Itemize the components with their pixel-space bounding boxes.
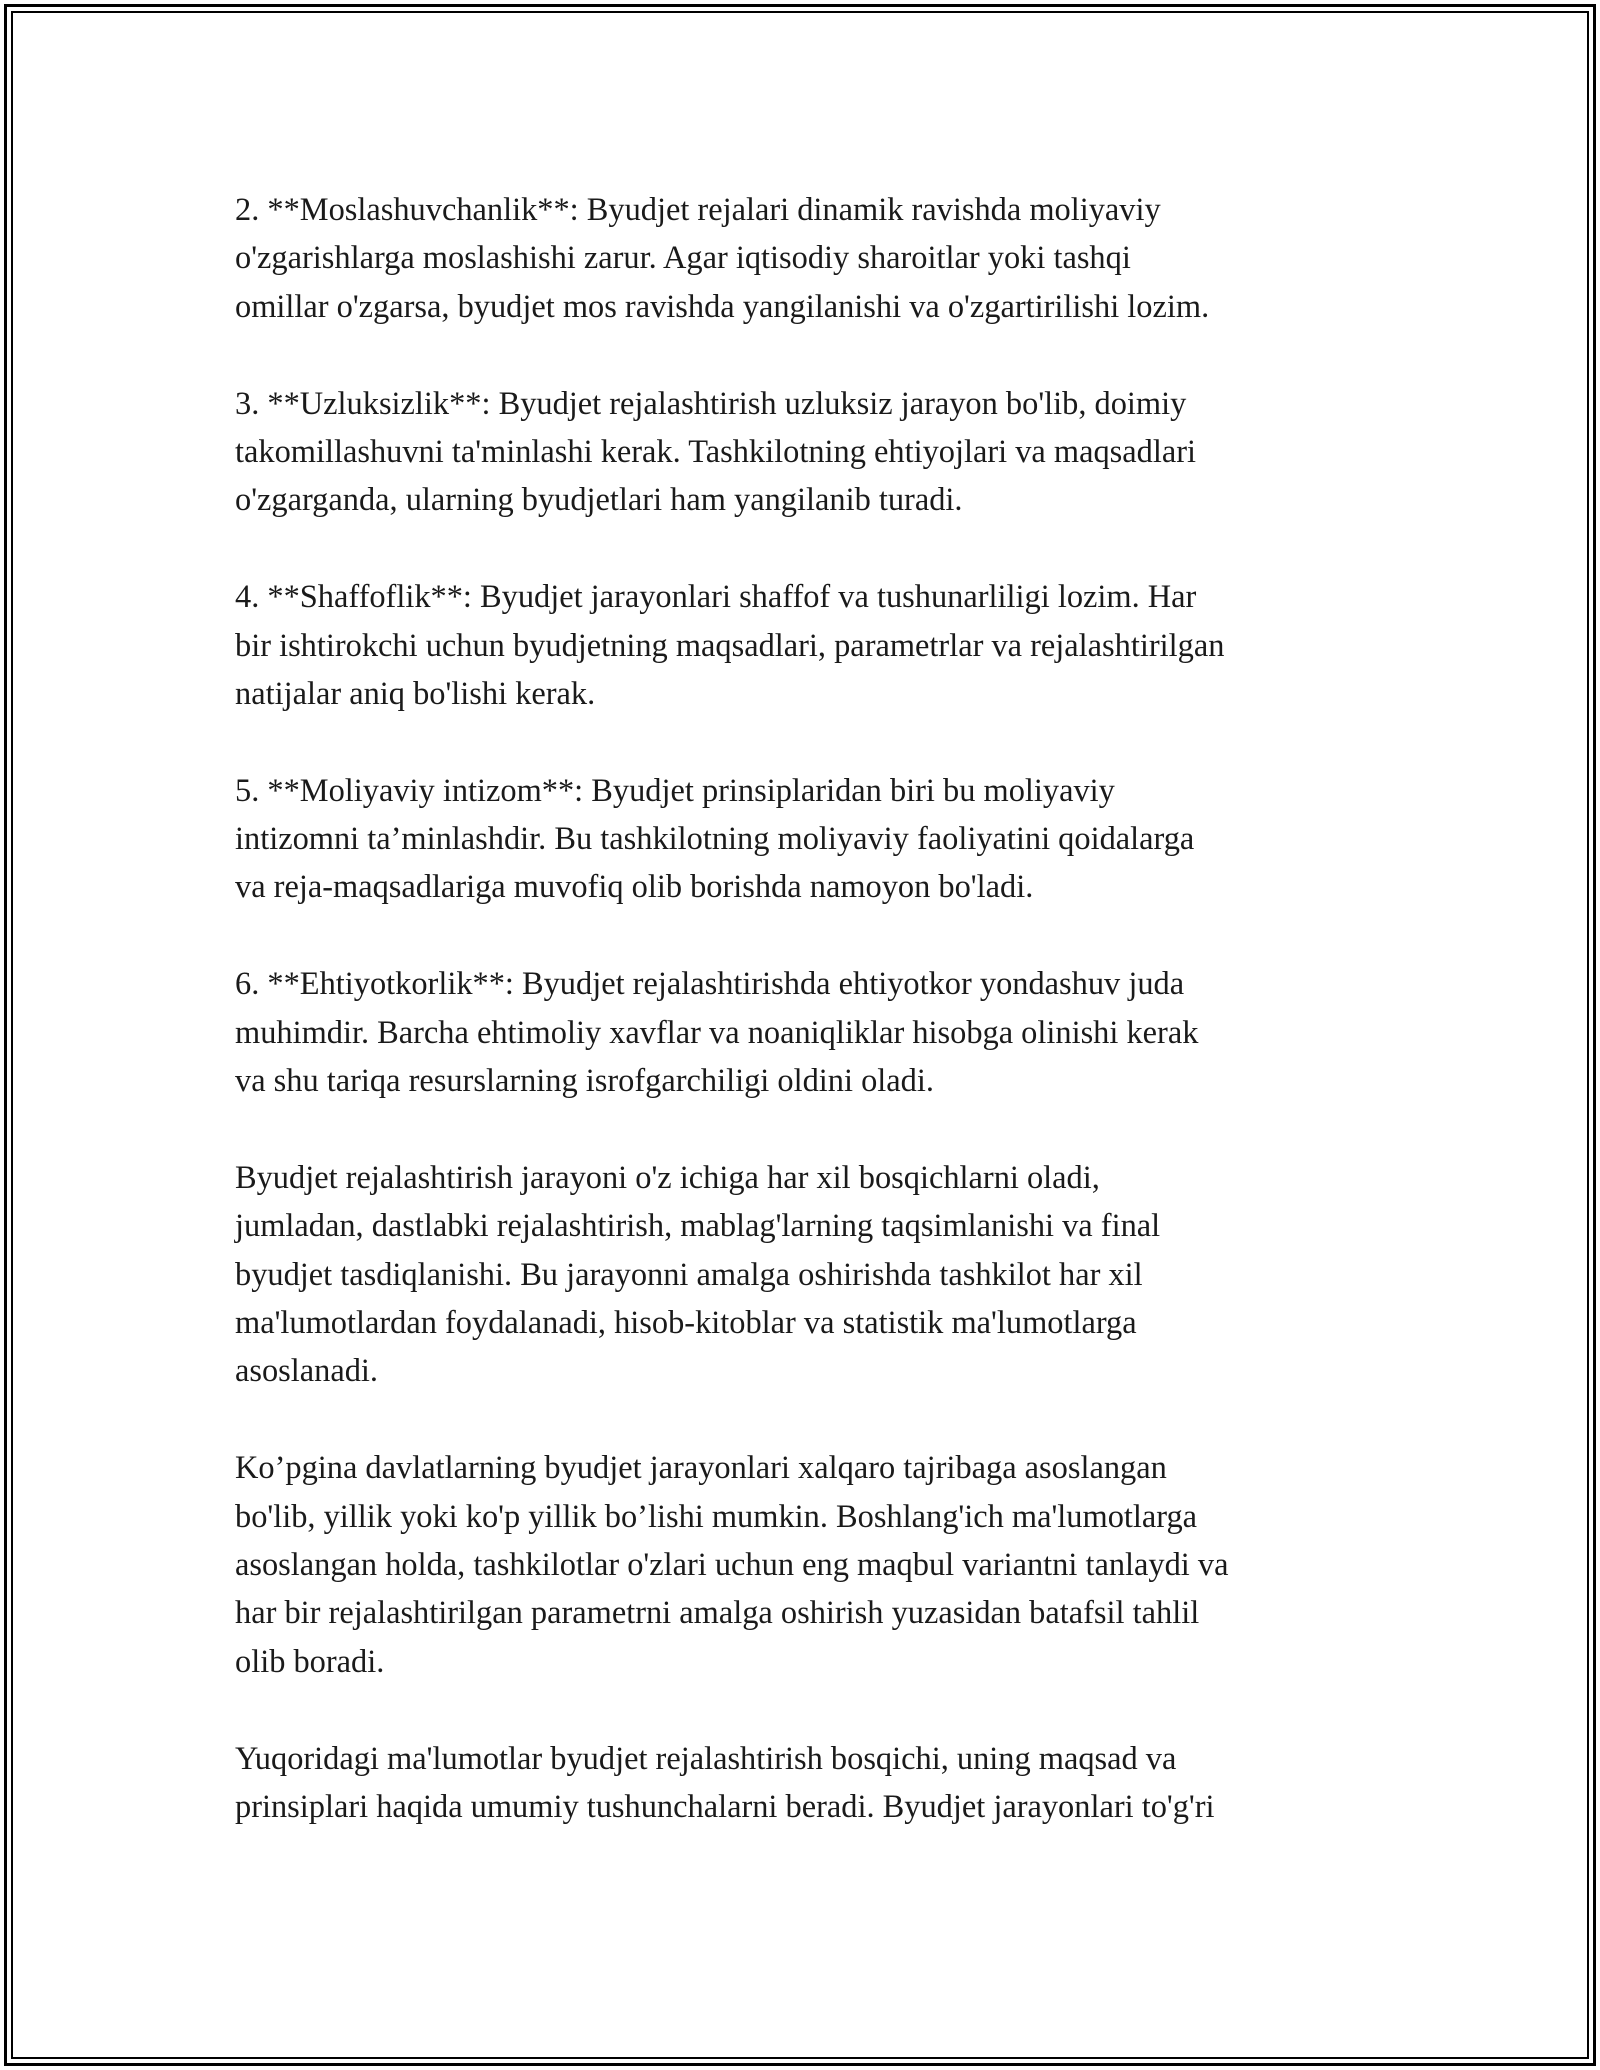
paragraph-principle-6 xyxy=(235,960,1380,1105)
text-line: 2. **Moslashuvchanlik**: Byudjet rejalari dinamik ravishda moliyaviy xyxy=(235,192,1161,228)
paragraph-principle-5 xyxy=(235,767,1380,912)
text-line: o'zgarganda, ularning byudjetlari ham yangilanib turadi. xyxy=(235,482,963,519)
text-line: olib boradi. xyxy=(235,1643,385,1680)
text-line: Ko’pgina davlatlarning byudjet jarayonlari xalqaro tajribaga asoslangan xyxy=(235,1450,1167,1487)
text-line: 3. **Uzluksizlik**: Byudjet rejalashtirish uzluksiz jarayon bo'lib, doimiy xyxy=(235,385,1187,422)
text-line: bo'lib, yillik yoki ko'p yillik bo’lishi mumkin. Boshlang'ich ma'lumotlarga xyxy=(235,1498,1198,1535)
paragraph-international-practice xyxy=(235,1444,1380,1686)
text-line: natijalar aniq bo'lishi kerak. xyxy=(235,675,596,712)
paragraph-principle-3 xyxy=(235,380,1380,525)
text-line: Byudjet rejalashtirish jarayoni o'z ichiga har xil bosqichlarni oladi, xyxy=(235,1159,1100,1196)
text-line: asoslanadi. xyxy=(235,1353,379,1390)
text-line: 6. **Ehtiyotkorlik**: Byudjet rejalashtirishda ehtiyotkor yondashuv juda xyxy=(235,966,1185,1003)
text-line: jumladan, dastlabki rejalashtirish, mablag'larning taqsimlanishi va final xyxy=(235,1208,1161,1245)
text-line: omillar o'zgarsa, byudjet mos ravishda yangilanishi va o'zgartirilishi lozim. xyxy=(235,288,1210,325)
paragraph-budget-stages xyxy=(235,1154,1380,1396)
text-line: va shu tariqa resurslarning isrofgarchiligi oldini oladi. xyxy=(235,1063,934,1100)
text-line: bir ishtirokchi uchun byudjetning maqsadlari, parametrlar va rejalashtirilgan xyxy=(235,627,1225,664)
text-line: 5. **Moliyaviy intizom**: Byudjet prinsiplaridan biri bu moliyaviy xyxy=(235,772,1115,809)
text-line: muhimdir. Barcha ehtimoliy xavflar va noaniqliklar hisobga olinishi kerak xyxy=(235,1014,1199,1051)
document-body xyxy=(235,186,1380,1880)
text-line: Yuqoridagi ma'lumotlar byudjet rejalashtirish bosqichi, uning maqsad va xyxy=(235,1740,1177,1777)
paragraph-principle-4 xyxy=(235,573,1380,718)
text-line: prinsiplari haqida umumiy tushunchalarni beradi. Byudjet jarayonlari to'g'ri xyxy=(235,1788,1215,1825)
text-line: har bir rejalashtirilgan parametrni amalga oshirish yuzasidan batafsil tahlil xyxy=(235,1595,1200,1632)
text-line: intizomni ta’minlashdir. Bu tashkilotning moliyaviy faoliyatini qoidalarga xyxy=(235,821,1195,858)
text-line: asoslangan holda, tashkilotlar o'zlari uchun eng maqbul variantni tanlaydi va xyxy=(235,1546,1229,1583)
text-line: takomillashuvni ta'minlashi kerak. Tashkilotning ehtiyojlari va maqsadlari xyxy=(235,433,1196,470)
text-line: va reja-maqsadlariga muvofiq olib borishda namoyon bo'ladi. xyxy=(235,869,1034,906)
text-line: 4. **Shaffoflik**: Byudjet jarayonlari shaffof va tushunarliligi lozim. Har xyxy=(235,579,1197,616)
text-line: o'zgarishlarga moslashishi zarur. Agar iqtisodiy sharoitlar yoki tashqi xyxy=(235,240,1131,277)
paragraph-principle-2 xyxy=(235,186,1380,331)
text-line: ma'lumotlardan foydalanadi, hisob-kitoblar va statistik ma'lumotlarga xyxy=(235,1304,1137,1341)
text-line: byudjet tasdiqlanishi. Bu jarayonni amalga oshirishda tashkilot har xil xyxy=(235,1256,1143,1293)
paragraph-summary xyxy=(235,1735,1380,1832)
